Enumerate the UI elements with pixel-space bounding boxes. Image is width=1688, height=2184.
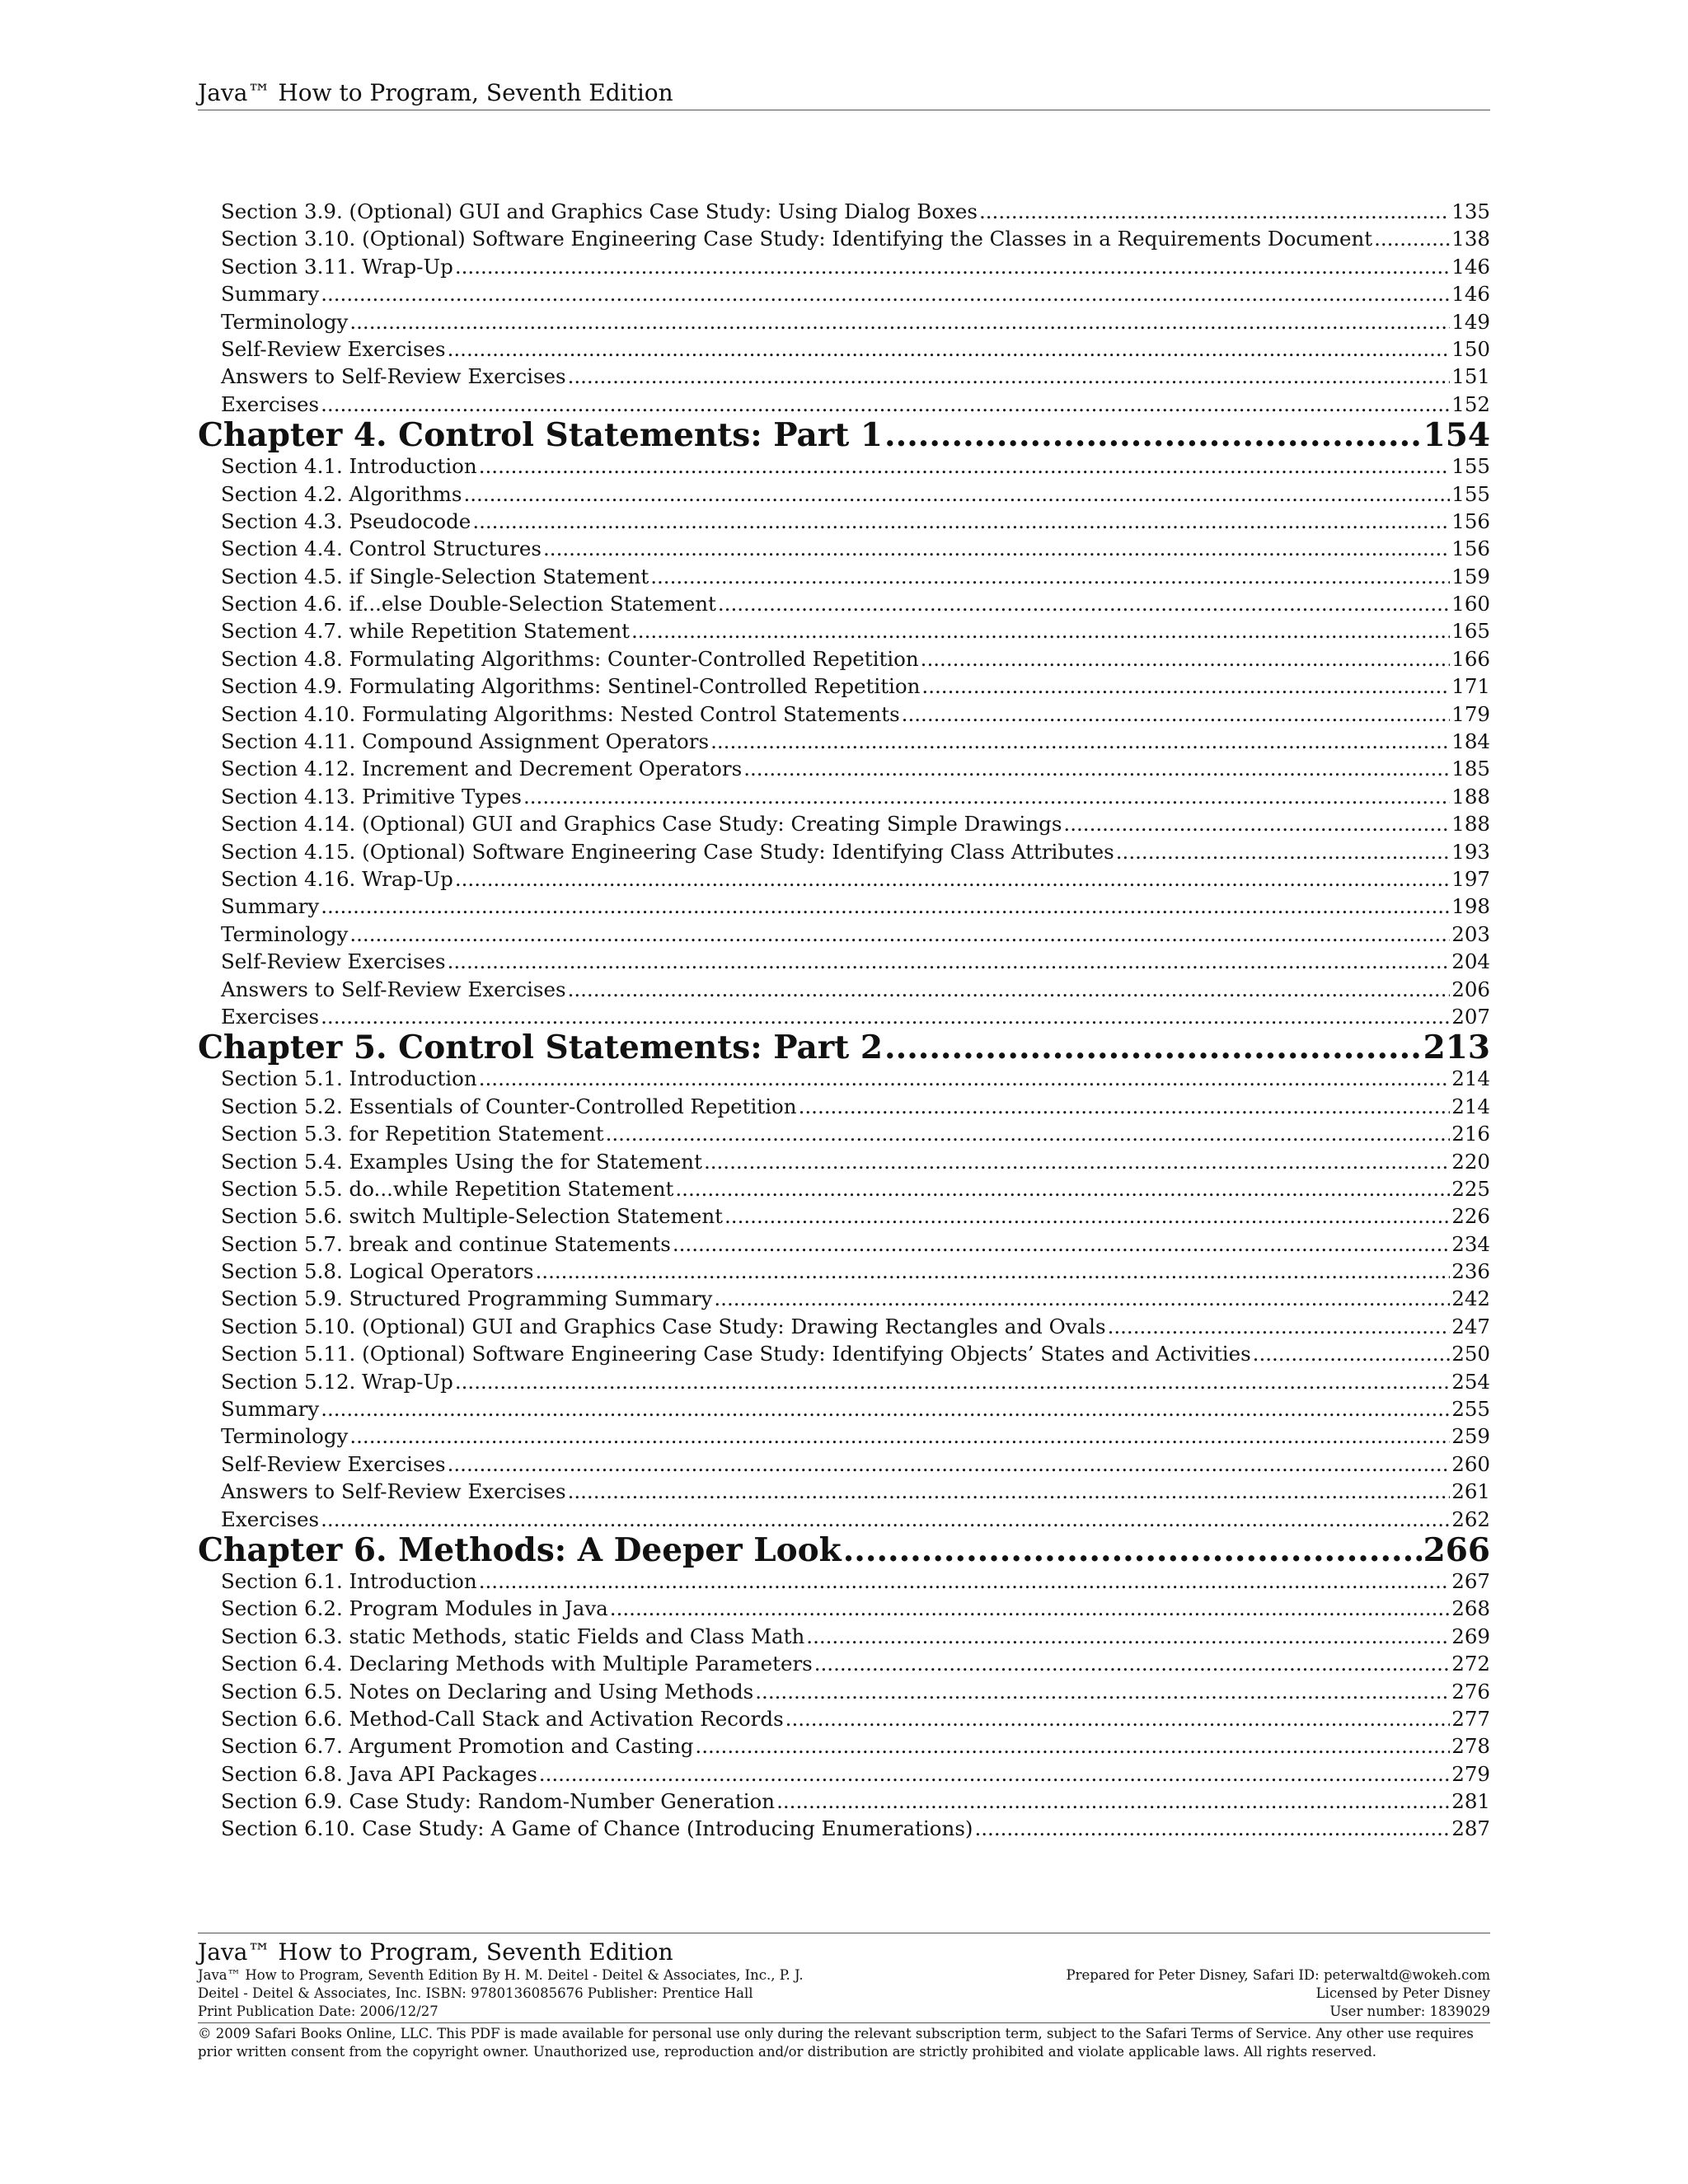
toc-leader-dots [710,728,1450,755]
toc-leader-dots [724,1202,1450,1230]
toc-page-number: 281 [1451,1789,1490,1814]
toc-entry-label: Section 4.16. Wrap-Up [221,866,453,891]
toc-page-number: 261 [1451,1479,1490,1504]
toc-leader-dots [448,948,1451,975]
toc-entry-label: Terminology [221,921,349,946]
toc-page-number: 146 [1451,254,1490,279]
toc-section-entry[interactable] [198,1395,1490,1422]
toc-leader-dots [455,865,1450,893]
toc-section-entry[interactable] [198,1230,1490,1258]
toc-section-entry[interactable] [198,1258,1490,1285]
toc-section-entry[interactable] [198,1650,1490,1677]
toc-section-entry[interactable] [198,280,1490,307]
toc-entry-label: Section 6.9. Case Study: Random-Number Generation [221,1789,776,1814]
toc-entry-label: Summary [221,1397,320,1422]
toc-page-number: 203 [1451,921,1490,946]
toc-entry-label: Section 5.5. do...while Repetition Statement [221,1176,674,1201]
toc-page-number: 165 [1451,619,1490,644]
toc-leader-dots [536,1258,1451,1285]
toc-leader-dots [321,1395,1450,1422]
toc-page-number: 226 [1451,1204,1490,1229]
toc-page-number: 214 [1451,1066,1490,1091]
toc-entry-label: Self-Review Exercises [221,336,446,361]
toc-page-number: 184 [1451,729,1490,754]
toc-section-entry[interactable] [198,893,1490,920]
toc-entry-label: Section 6.8. Java API Packages [221,1761,537,1786]
footer-prepared-for: Prepared for Peter Disney, Safari ID: peterwaltd@wokeh.com [1066,1967,1490,1983]
toc-section-entry[interactable] [198,1451,1490,1478]
toc-section-entry[interactable] [198,755,1490,782]
toc-section-entry[interactable] [198,1285,1490,1312]
toc-section-entry[interactable] [198,838,1490,865]
toc-leader-dots [704,1148,1450,1175]
toc-entry-label: Section 4.6. if...else Double-Selection Statement [221,592,716,616]
toc-entry-label: Section 4.7. while Repetition Statement [221,619,630,644]
toc-chapter-entry[interactable] [198,1530,1490,1569]
toc-leader-dots [321,280,1450,307]
toc-page-number: 279 [1451,1761,1490,1786]
toc-entry-label: Section 4.4. Control Structures [221,537,542,561]
toc-section-entry[interactable] [198,335,1490,363]
toc-leader-dots [568,976,1451,1003]
toc-entry-label: Section 5.10. (Optional) GUI and Graphics Case Study: Drawing Rectangles and Ovals [221,1314,1106,1338]
toc-section-entry[interactable] [198,1760,1490,1788]
toc-entry-label: Section 5.2. Essentials of Counter-Controlled Repetition [221,1094,797,1118]
toc-entry-label: Chapter 6. Methods: A Deeper Look [198,1530,842,1569]
toc-entry-label: Section 6.2. Program Modules in Java [221,1596,608,1621]
toc-entry-label: Self-Review Exercises [221,949,446,974]
toc-page-number: 250 [1451,1342,1490,1366]
toc-leader-dots [979,198,1450,225]
toc-section-entry[interactable] [198,308,1490,335]
toc-page-number: 277 [1451,1706,1490,1731]
toc-leader-dots [921,673,1450,700]
toc-entry-label: Terminology [221,309,349,334]
toc-leader-dots [568,1478,1451,1505]
toc-entry-label: Exercises [221,1004,320,1029]
toc-page-number: 214 [1451,1094,1490,1118]
toc-section-entry[interactable] [198,1120,1490,1147]
toc-entry-label: Section 4.9. Formulating Algorithms: Sentinel-Controlled Repetition [221,674,921,699]
toc-entry-label: Section 3.9. (Optional) GUI and Graphics Case Study: Using Dialog Boxes [221,199,978,223]
toc-leader-dots [455,253,1450,280]
toc-section-entry[interactable] [198,921,1490,948]
toc-section-entry[interactable] [198,1506,1490,1533]
toc-entry-label: Section 6.4. Declaring Methods with Multiple Parameters [221,1652,813,1676]
toc-entry-label: Section 5.6. switch Multiple-Selection Statement [221,1204,724,1229]
footer-license-info [1066,1966,1490,2021]
toc-page-number: 155 [1451,454,1490,479]
page-footer [198,1933,1490,2061]
toc-page-number: 151 [1451,364,1490,389]
toc-leader-dots [543,535,1450,562]
toc-leader-dots [902,701,1451,728]
toc-entry-label: Section 6.6. Method-Call Stack and Activation Records [221,1706,784,1731]
toc-leader-dots [695,1732,1450,1760]
toc-page-number: 159 [1451,564,1490,588]
toc-page-number: 255 [1451,1397,1490,1422]
toc-page-number: 225 [1451,1176,1490,1201]
footer-copyright: © 2009 Safari Books Online, LLC. This PDF is made available for personal use only during the relevant subscription term, subject to the Safari Terms of Service. Any other use requires prior written consent from the copyright owner. Unauthorized use, reproduction and/or distribution are strictly prohibited and violate applicable laws. All rights reserved. [198,2022,1490,2061]
toc-page-number: 188 [1451,812,1490,837]
toc-section-entry[interactable] [198,1422,1490,1450]
footer-print-date: Print Publication Date: 2006/12/27 [198,2004,438,2019]
toc-entry-label: Exercises [221,391,320,416]
toc-entry-label: Section 4.8. Formulating Algorithms: Counter-Controlled Repetition [221,646,919,671]
toc-entry-label: Chapter 4. Control Statements: Part 1 [198,416,884,455]
toc-page-number: 160 [1451,592,1490,616]
toc-leader-dots [799,1093,1451,1120]
toc-leader-dots [718,590,1450,617]
toc-section-entry[interactable] [198,535,1490,562]
toc-leader-dots [884,1030,1422,1065]
toc-leader-dots [714,1285,1450,1312]
toc-entry-label: Summary [221,282,320,307]
toc-entry-label: Self-Review Exercises [221,1451,446,1476]
toc-entry-label: Section 5.8. Logical Operators [221,1259,534,1284]
toc-page-number: 247 [1451,1314,1490,1338]
toc-page-number: 197 [1451,866,1490,891]
toc-leader-dots [921,645,1451,673]
toc-leader-dots [631,617,1450,644]
toc-page-number: 220 [1451,1149,1490,1174]
toc-entry-label: Section 5.11. (Optional) Software Engineering Case Study: Identifying Objects’ States and Activities [221,1342,1251,1366]
toc-leader-dots [448,1451,1451,1478]
toc-section-entry[interactable] [198,452,1490,480]
page-header [198,79,1490,110]
toc-page-number: 272 [1451,1652,1490,1676]
toc-page-number: 185 [1451,757,1490,781]
toc-leader-dots [776,1788,1450,1815]
toc-leader-dots [1108,1313,1451,1340]
toc-page-number: 267 [1451,1568,1490,1593]
toc-section-entry[interactable] [198,617,1490,644]
table-of-contents [198,198,1490,1843]
toc-section-entry[interactable] [198,225,1490,252]
toc-page-number: 266 [1423,1530,1490,1569]
toc-page-number: 179 [1451,701,1490,726]
toc-entry-label: Section 4.2. Algorithms [221,481,462,506]
toc-leader-dots [785,1705,1451,1732]
toc-page-number: 152 [1451,391,1490,416]
toc-leader-dots [974,1815,1450,1842]
toc-section-entry[interactable] [198,1340,1490,1367]
toc-entry-label: Section 6.1. Introduction [221,1568,477,1593]
toc-leader-dots [650,563,1450,590]
toc-section-entry[interactable] [198,1093,1490,1120]
toc-entry-label: Section 5.4. Examples Using the for Statement [221,1149,702,1174]
toc-entry-label: Section 3.11. Wrap-Up [221,254,453,279]
toc-section-entry[interactable] [198,645,1490,673]
toc-leader-dots [539,1760,1450,1788]
toc-leader-dots [1374,225,1450,252]
toc-leader-dots [523,783,1450,810]
toc-section-entry[interactable] [198,948,1490,975]
toc-leader-dots [673,1230,1450,1258]
toc-chapter-entry[interactable] [198,416,1490,455]
toc-entry-label: Section 4.3. Pseudocode [221,509,471,533]
toc-section-entry[interactable] [198,728,1490,755]
toc-page-number: 268 [1451,1596,1490,1621]
toc-page-number: 216 [1451,1122,1490,1146]
toc-leader-dots [479,452,1451,480]
toc-page-number: 287 [1451,1816,1490,1841]
toc-leader-dots [472,508,1450,535]
toc-leader-dots [455,1368,1450,1395]
toc-entry-label: Section 4.15. (Optional) Software Engineering Case Study: Identifying Class Attributes [221,839,1114,864]
toc-entry-label: Section 4.1. Introduction [221,454,477,479]
footer-isbn-publisher: Deitel - Deitel & Associates, Inc. ISBN: 9780136085676 Publisher: Prentice Hall [198,1985,753,2001]
toc-section-entry[interactable] [198,1148,1490,1175]
toc-page-number: 260 [1451,1451,1490,1476]
toc-entry-label: Section 4.11. Compound Assignment Operators [221,729,710,754]
toc-entry-label: Section 4.10. Formulating Algorithms: Nested Control Statements [221,701,900,726]
toc-page-number: 236 [1451,1259,1490,1284]
toc-leader-dots [806,1623,1450,1650]
toc-leader-dots [1253,1340,1451,1367]
toc-entry-label: Section 5.12. Wrap-Up [221,1369,453,1394]
toc-page-number: 150 [1451,336,1490,361]
footer-publication-info [198,1966,907,2021]
toc-page-number: 242 [1451,1286,1490,1311]
toc-section-entry[interactable] [198,253,1490,280]
toc-page-number: 198 [1451,894,1490,919]
footer-details [198,1966,1490,2021]
toc-page-number: 193 [1451,839,1490,864]
toc-entry-label: Section 6.5. Notes on Declaring and Using Methods [221,1679,754,1704]
toc-leader-dots [321,1003,1450,1030]
toc-page-number: 166 [1451,646,1490,671]
toc-page-number: 206 [1451,977,1490,1001]
toc-entry-label: Chapter 5. Control Statements: Part 2 [198,1029,884,1067]
toc-entry-label: Section 5.9. Structured Programming Summary [221,1286,713,1311]
toc-entry-label: Section 5.3. for Repetition Statement [221,1122,604,1146]
toc-section-entry[interactable] [198,1595,1490,1622]
toc-page-number: 234 [1451,1231,1490,1256]
toc-leader-dots [1063,810,1450,837]
toc-entry-label: Section 6.10. Case Study: A Game of Chance (Introducing Enumerations) [221,1816,973,1841]
toc-section-entry[interactable] [198,508,1490,535]
toc-section-entry[interactable] [198,865,1490,893]
footer-title: Java™ How to Program, Seventh Edition [198,1938,673,1966]
toc-section-entry[interactable] [198,1623,1490,1650]
toc-entry-label: Exercises [221,1507,320,1531]
toc-entry-label: Section 3.10. (Optional) Software Engineering Case Study: Identifying the Classes in a Requirements Document [221,227,1373,251]
toc-section-entry[interactable] [198,198,1490,225]
toc-leader-dots [568,363,1451,390]
toc-leader-dots [349,308,1450,335]
toc-section-entry[interactable] [198,590,1490,617]
toc-entry-label: Section 5.7. break and continue Statements [221,1231,671,1256]
toc-leader-dots [1116,838,1450,865]
toc-section-entry[interactable] [198,1202,1490,1230]
toc-section-entry[interactable] [198,363,1490,390]
toc-page-number: 278 [1451,1734,1490,1759]
toc-section-entry[interactable] [198,673,1490,700]
toc-entry-label: Section 4.13. Primitive Types [221,784,522,808]
toc-page-number: 262 [1451,1507,1490,1531]
toc-leader-dots [448,335,1451,363]
toc-entry-label: Answers to Self-Review Exercises [221,1479,566,1504]
toc-section-entry[interactable] [198,480,1490,508]
toc-page-number: 155 [1451,481,1490,506]
toc-section-entry[interactable] [198,976,1490,1003]
toc-page-number: 156 [1451,509,1490,533]
toc-entry-label: Summary [221,894,320,919]
footer-book-credit: Java™ How to Program, Seventh Edition By H. M. Deitel - Deitel & Associates, Inc., P. J. [198,1967,804,1983]
header-title: Java™ How to Program, Seventh Edition [198,79,673,106]
toc-page-number: 207 [1451,1004,1490,1029]
toc-page-number: 204 [1451,949,1490,974]
toc-leader-dots [479,1065,1451,1092]
toc-page-number: 146 [1451,282,1490,307]
toc-section-entry[interactable] [198,1368,1490,1395]
toc-leader-dots [755,1678,1450,1705]
toc-page-number: 269 [1451,1624,1490,1648]
toc-leader-dots [606,1120,1451,1147]
toc-section-entry[interactable] [198,1003,1490,1030]
toc-section-entry[interactable] [198,701,1490,728]
toc-leader-dots [321,1506,1450,1533]
toc-section-entry[interactable] [198,1065,1490,1092]
toc-leader-dots [349,1422,1450,1450]
toc-leader-dots [814,1650,1451,1677]
toc-entry-label: Terminology [221,1424,349,1449]
toc-page-number: 171 [1451,674,1490,699]
toc-section-entry[interactable] [198,1815,1490,1842]
toc-page-number: 254 [1451,1369,1490,1394]
toc-section-entry[interactable] [198,1732,1490,1760]
toc-leader-dots [479,1568,1451,1595]
toc-page-number: 156 [1451,537,1490,561]
toc-section-entry[interactable] [198,1705,1490,1732]
toc-leader-dots [349,921,1450,948]
toc-chapter-entry[interactable] [198,1030,1490,1065]
toc-page-number: 135 [1451,199,1490,223]
toc-section-entry[interactable] [198,810,1490,837]
toc-page-number: 138 [1451,227,1490,251]
toc-section-entry[interactable] [198,1678,1490,1705]
toc-entry-label: Section 6.7. Argument Promotion and Casting [221,1734,694,1759]
toc-page-number: 213 [1423,1029,1490,1067]
toc-section-entry[interactable] [198,1568,1490,1595]
toc-leader-dots [321,893,1450,920]
toc-leader-dots [675,1175,1450,1202]
toc-entry-label: Section 4.5. if Single-Selection Statement [221,564,649,588]
toc-section-entry[interactable] [198,391,1490,418]
toc-page-number: 276 [1451,1679,1490,1704]
footer-user-number: User number: 1839029 [1329,2004,1490,2019]
toc-entry-label: Section 5.1. Introduction [221,1066,477,1091]
toc-leader-dots [321,391,1450,418]
toc-entry-label: Answers to Self-Review Exercises [221,364,566,389]
toc-entry-label: Answers to Self-Review Exercises [221,977,566,1001]
toc-section-entry[interactable] [198,563,1490,590]
toc-section-entry[interactable] [198,1788,1490,1815]
toc-leader-dots [884,418,1422,452]
toc-entry-label: Section 4.14. (Optional) GUI and Graphics Case Study: Creating Simple Drawings [221,812,1062,837]
toc-section-entry[interactable] [198,783,1490,810]
toc-page-number: 154 [1423,416,1490,455]
toc-leader-dots [610,1595,1450,1622]
toc-page-number: 188 [1451,784,1490,808]
toc-section-entry[interactable] [198,1478,1490,1505]
toc-entry-label: Section 4.12. Increment and Decrement Operators [221,757,743,781]
toc-leader-dots [463,480,1450,508]
toc-page-number: 259 [1451,1424,1490,1449]
toc-section-entry[interactable] [198,1313,1490,1340]
toc-entry-label: Section 6.3. static Methods, static Fields and Class Math [221,1624,805,1648]
footer-licensed-by: Licensed by Peter Disney [1315,1985,1490,2001]
toc-leader-dots [843,1533,1422,1568]
toc-section-entry[interactable] [198,1175,1490,1202]
toc-leader-dots [743,755,1450,782]
toc-page-number: 149 [1451,309,1490,334]
